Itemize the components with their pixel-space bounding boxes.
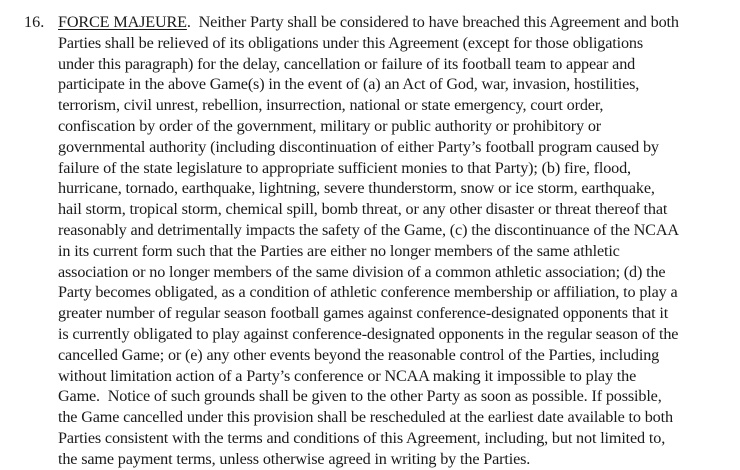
- clause-line-22: the same payment terms, unless otherwise agreed in writing by the Parties.: [58, 449, 531, 468]
- clause-line-text: Neither Party shall be considered to have breached this Agreement and both: [190, 13, 679, 31]
- clause-line-12: in its current form such that the Parties are either no longer members of the same athletic: [58, 241, 620, 260]
- clause-line-19: Game. Notice of such grounds shall be given to the other Party as soon as possible. If possible,: [58, 387, 662, 406]
- clause-line-2: Parties shall be relieved of its obligations under this Agreement (except for those obligations: [58, 33, 643, 52]
- clause-line-21: Parties consistent with the terms and conditions of this Agreement, including, but not limited to,: [58, 428, 666, 447]
- clause-line-20: the Game cancelled under this provision shall be rescheduled at the earliest date available to both: [58, 408, 673, 427]
- clause-line-9: hurricane, tornado, earthquake, lightning, severe thunderstorm, snow or ice storm, earthquake,: [58, 179, 655, 198]
- clause-line-11: reasonably and detrimentally impacts the safety of the Game, (c) the discontinuance of the NCAA: [58, 220, 679, 239]
- clause-heading-punct: .: [186, 13, 191, 31]
- clause-line-15: greater number of regular season football games against conference-designated opponents that it: [58, 304, 669, 323]
- clause-line-3: under this paragraph) for the delay, cancellation or failure of its football team to appear and: [58, 54, 636, 73]
- clause-line-17: cancelled Game; or (e) any other events beyond the reasonable control of the Parties, including: [58, 345, 660, 364]
- clause-body: [58, 12, 740, 470]
- clause-line-7: governmental authority (including discontinuation of either Party’s football program caused by: [58, 137, 659, 156]
- clause-line-5: terrorism, civil unrest, rebellion, insurrection, national or state emergency, court order,: [58, 96, 604, 115]
- clause-number: 16.: [24, 13, 45, 31]
- clause-line-14: Party becomes obligated, as a condition of athletic conference membership or affiliation, to play a: [58, 283, 678, 302]
- clause-line-18: without limitation action of a Party’s conference or NCAA making it impossible to play the: [58, 366, 637, 385]
- clause-line-13: association or no longer members of the same division of a common athletic association; (d) the: [58, 262, 666, 281]
- clause-line-6: confiscation by order of the government, military or public authority or prohibitory or: [58, 116, 602, 135]
- clause-line-4: participate in the above Game(s) in the event of (a) an Act of God, war, invasion, hostilities,: [58, 75, 640, 94]
- clause-line-1: [58, 12, 740, 33]
- clause-line-8: failure of the state legislature to appropriate sufficient monies to that Party); (b) fire, flood,: [58, 158, 631, 177]
- clause-heading: FORCE MAJEURE: [58, 13, 187, 31]
- clause-line-16: is currently obligated to play against conference-designated opponents in the regular season of the: [58, 324, 679, 343]
- clause-line-10: hail storm, tropical storm, chemical spill, bomb threat, or any other disaster or threat thereof that: [58, 200, 668, 219]
